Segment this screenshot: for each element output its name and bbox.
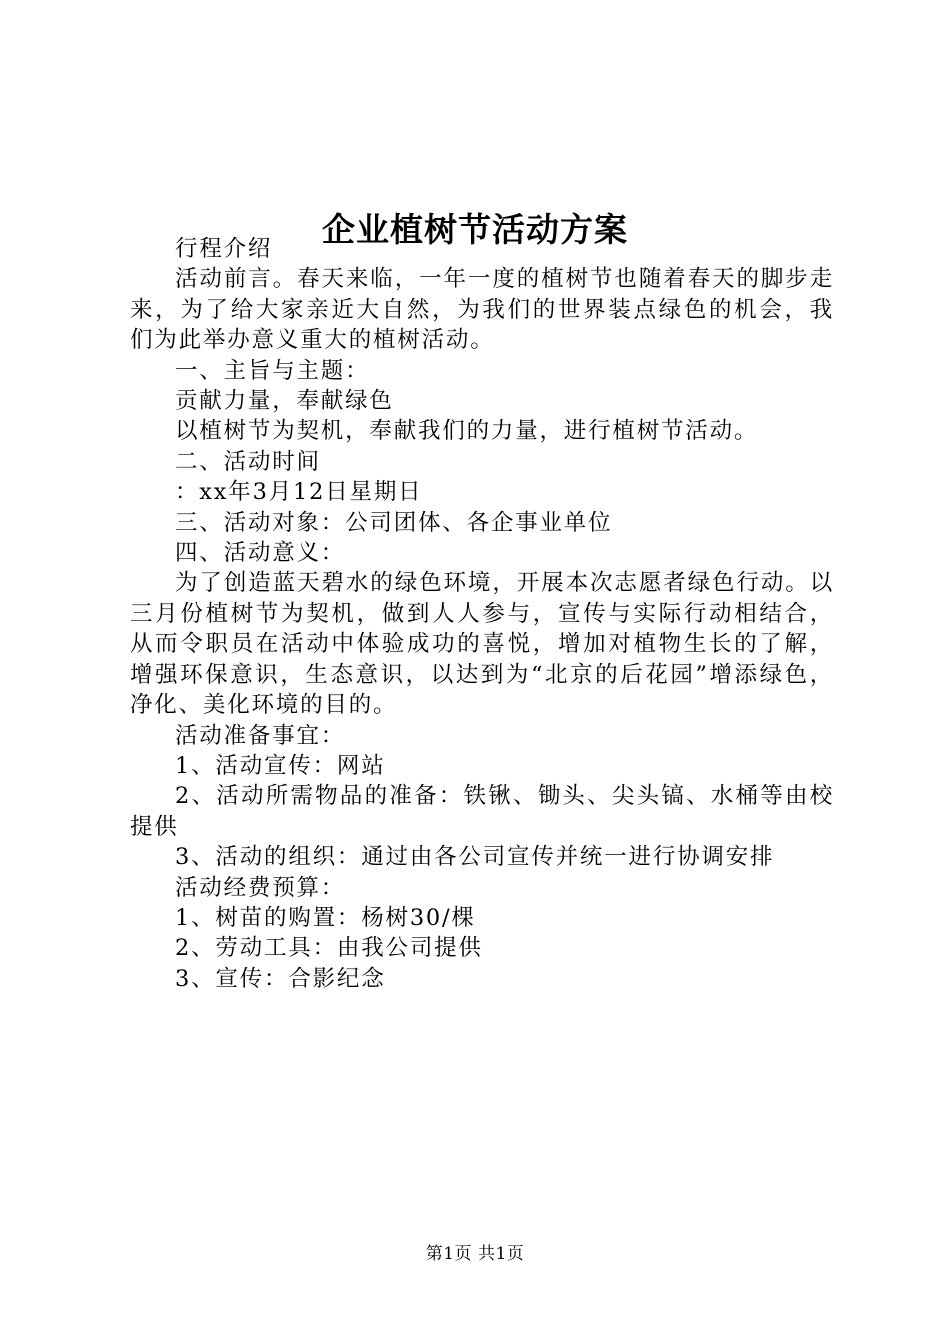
paragraph-section-time: 二、活动时间 — [175, 448, 321, 475]
paragraph-time-value: ：xx年3月12日星期日 — [175, 479, 423, 506]
document-body — [130, 234, 834, 994]
paragraph-preparation-heading: 活动准备事宜： — [175, 722, 346, 749]
paragraph-preparation-item-2: 2、活动所需物品的准备：铁锹、锄头、尖头镐、水桶等由校提供 — [130, 783, 834, 840]
paragraph-itinerary-heading: 行程介绍 — [175, 236, 273, 262]
paragraph-section-audience: 三、活动对象：公司团体、各企事业单位 — [175, 509, 613, 536]
paragraph-preparation-item-3: 3、活动的组织：通过由各公司宣传并统一进行协调安排 — [175, 844, 775, 871]
paragraph-budget-heading: 活动经费预算： — [175, 874, 346, 901]
paragraph-theme-text: 以植树节为契机，奉献我们的力量，进行植树节活动。 — [175, 418, 759, 445]
paragraph-budget-item-2: 2、劳动工具：由我公司提供 — [175, 935, 483, 962]
paragraph-significance-text: 为了创造蓝天碧水的绿色环境，开展本次志愿者绿色行动。以三月份植树节为契机，做到人人参与，宣传与实际行动相结合，从而令职员在活动中体验成功的喜悦，增加对植物生长的了解，增强环保意识，生态意识，以达到为“北京的后花园”增添绿色，净化、美化环境的目的。 — [130, 570, 834, 719]
paragraph-section-theme: 一、主旨与主题： — [175, 357, 370, 384]
paragraph-budget-item-1: 1、树苗的购置：杨树30/棵 — [175, 904, 476, 931]
paragraph-theme-slogan: 贡献力量，奉献绿色 — [175, 388, 394, 415]
paragraph-preparation-item-1: 1、活动宣传：网站 — [175, 752, 386, 779]
paragraph-preface: 活动前言。春天来临，一年一度的植树节也随着春天的脚步走来，为了给大家亲近大自然，为我们的世界装点绿色的机会，我们为此举办意义重大的植树活动。 — [130, 266, 834, 354]
document-title: 企业植树节活动方案 — [322, 210, 628, 250]
page-number-footer: 第1页 共1页 — [425, 1244, 525, 1264]
paragraph-budget-item-3: 3、宣传：合影纪念 — [175, 965, 386, 992]
paragraph-section-significance: 四、活动意义： — [175, 540, 346, 567]
